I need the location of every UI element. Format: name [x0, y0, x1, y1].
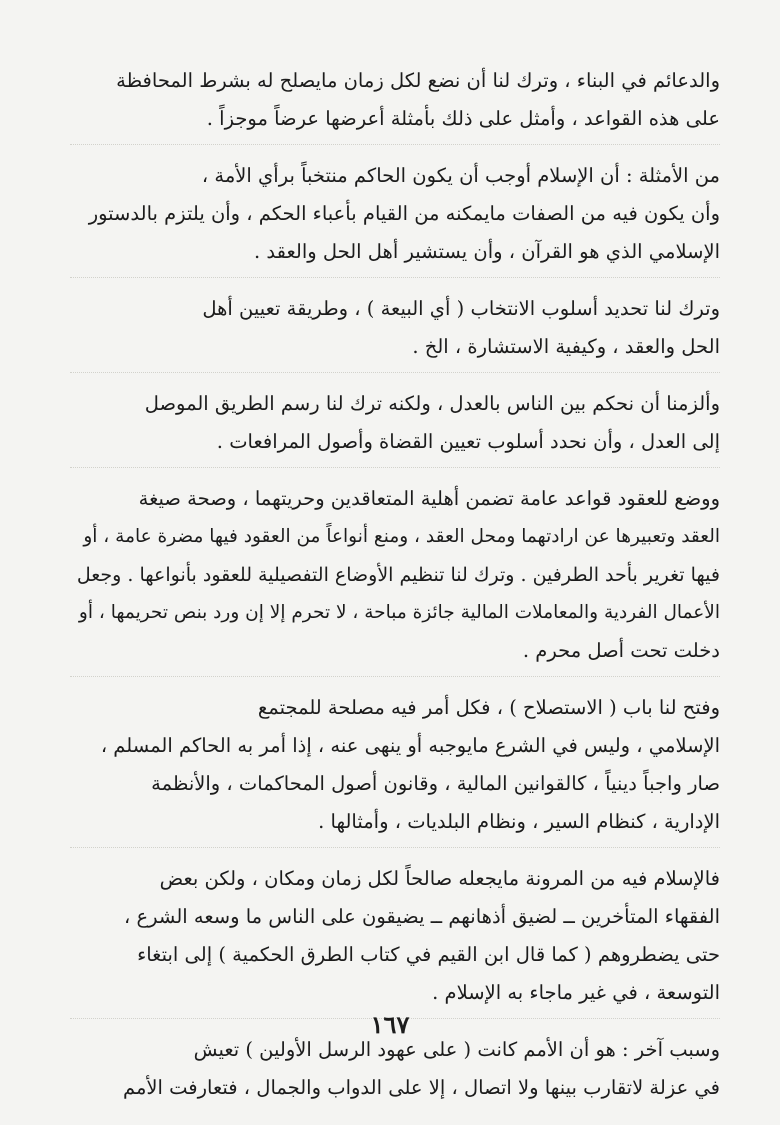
text-line: الإسلامي ، وليس في الشرع مايوجبه أو ينهى عنه ، إذا أمر به الحاكم المسلم ،	[100, 734, 720, 757]
text-line: حتى يضطروهم ( كما قال ابن القيم في كتاب الطرق الحكمية ) إلى ابتغاء	[137, 943, 720, 966]
text-line: وفتح لنا باب ( الاستصلاح ) ، فكل أمر فيه مصلحة للمجتمع	[257, 696, 720, 719]
text-line: إلى العدل ، وأن نحدد أسلوب تعيين القضاة وأصول المرافعات .	[216, 430, 720, 453]
text-line: الإدارية ، كنظام السير ، ونظام البلديات ، وأمثالها .	[318, 810, 720, 833]
text-line: صار واجباً دينياً ، كالقوانين المالية ، وقانون أصول المحاكمات ، والأنظمة	[151, 772, 720, 795]
text-line: على هذه القواعد ، وأمثل على ذلك بأمثلة أعرضها عرضاً موجزاً .	[206, 107, 720, 130]
text-line: العقد وتعبيرها عن ارادتهما ومحل العقد ، ومنع أنواعاً من العقود فيها مضرة عامة ، أو	[83, 526, 720, 547]
page-body	[70, 62, 720, 1125]
text-line: الفقهاء المتأخرين ــ لضيق أذهانهم ــ يضيقون على الناس ما وسعه الشرع ،	[124, 905, 720, 928]
text-line: في عزلة لاتقارب بينها ولا اتصال ، إلا على الدواب والجمال ، فتعارفت الأمم	[122, 1076, 720, 1099]
text-line: فيها تغرير بأحد الطرفين . وترك لنا تنظيم الأوضاع التفصيلية للعقود بأنواعها . وجعل	[76, 564, 720, 586]
text-line: وترك لنا تحديد أسلوب الانتخاب ( أي البيعة ) ، وطريقة تعيين أهل	[202, 297, 720, 320]
text-line: وسبب آخر : هو أن الأمم كانت ( على عهود الرسل الأولين ) تعيش	[193, 1038, 720, 1061]
paragraph-8	[70, 1031, 720, 1113]
text-line: والدعائم في البناء ، وترك لنا أن نضع لكل زمان مايصلح له بشرط المحافظة	[116, 69, 720, 92]
paragraph-3	[70, 290, 720, 373]
text-line: دخلت تحت أصل محرم .	[522, 639, 720, 662]
text-line: الإسلامي الذي هو القرآن ، وأن يستشير أهل الحل والعقد .	[254, 240, 720, 263]
text-line: وأن يكون فيه من الصفات مايمكنه من القيام بأعباء الحكم ، وأن يلتزم بالدستور	[88, 202, 720, 225]
paragraph-4	[70, 385, 720, 468]
paragraph-1	[70, 62, 720, 145]
text-line: الأعمال الفردية والمعاملات المالية جائزة مباحة ، لا تحرم إلا إن ورد بنص تحريمها ، أو	[78, 602, 720, 623]
text-line: ووضع للعقود قواعد عامة تضمن أهلية المتعاقدين وحريتهما ، وصحة صيغة	[138, 487, 720, 510]
text-line: وألزمنا أن نحكم بين الناس بالعدل ، ولكنه ترك لنا رسم الطريق الموصل	[144, 392, 720, 415]
text-line: الحل والعقد ، وكيفية الاستشارة ، الخ .	[412, 335, 720, 358]
paragraph-5	[70, 480, 720, 677]
paragraph-7	[70, 860, 720, 1019]
paragraph-2	[70, 157, 720, 278]
paragraph-6	[70, 689, 720, 848]
text-line: التوسعة ، في غير ماجاء به الإسلام .	[432, 981, 720, 1004]
text-line: من الأمثلة : أن الإسلام أوجب أن يكون الحاكم منتخباً برأي الأمة ،	[201, 164, 720, 187]
text-line: فالإسلام فيه من المرونة مايجعله صالحاً لكل زمان ومكان ، ولكن بعض	[159, 867, 720, 890]
page-number: ١٦٧	[370, 1010, 410, 1039]
